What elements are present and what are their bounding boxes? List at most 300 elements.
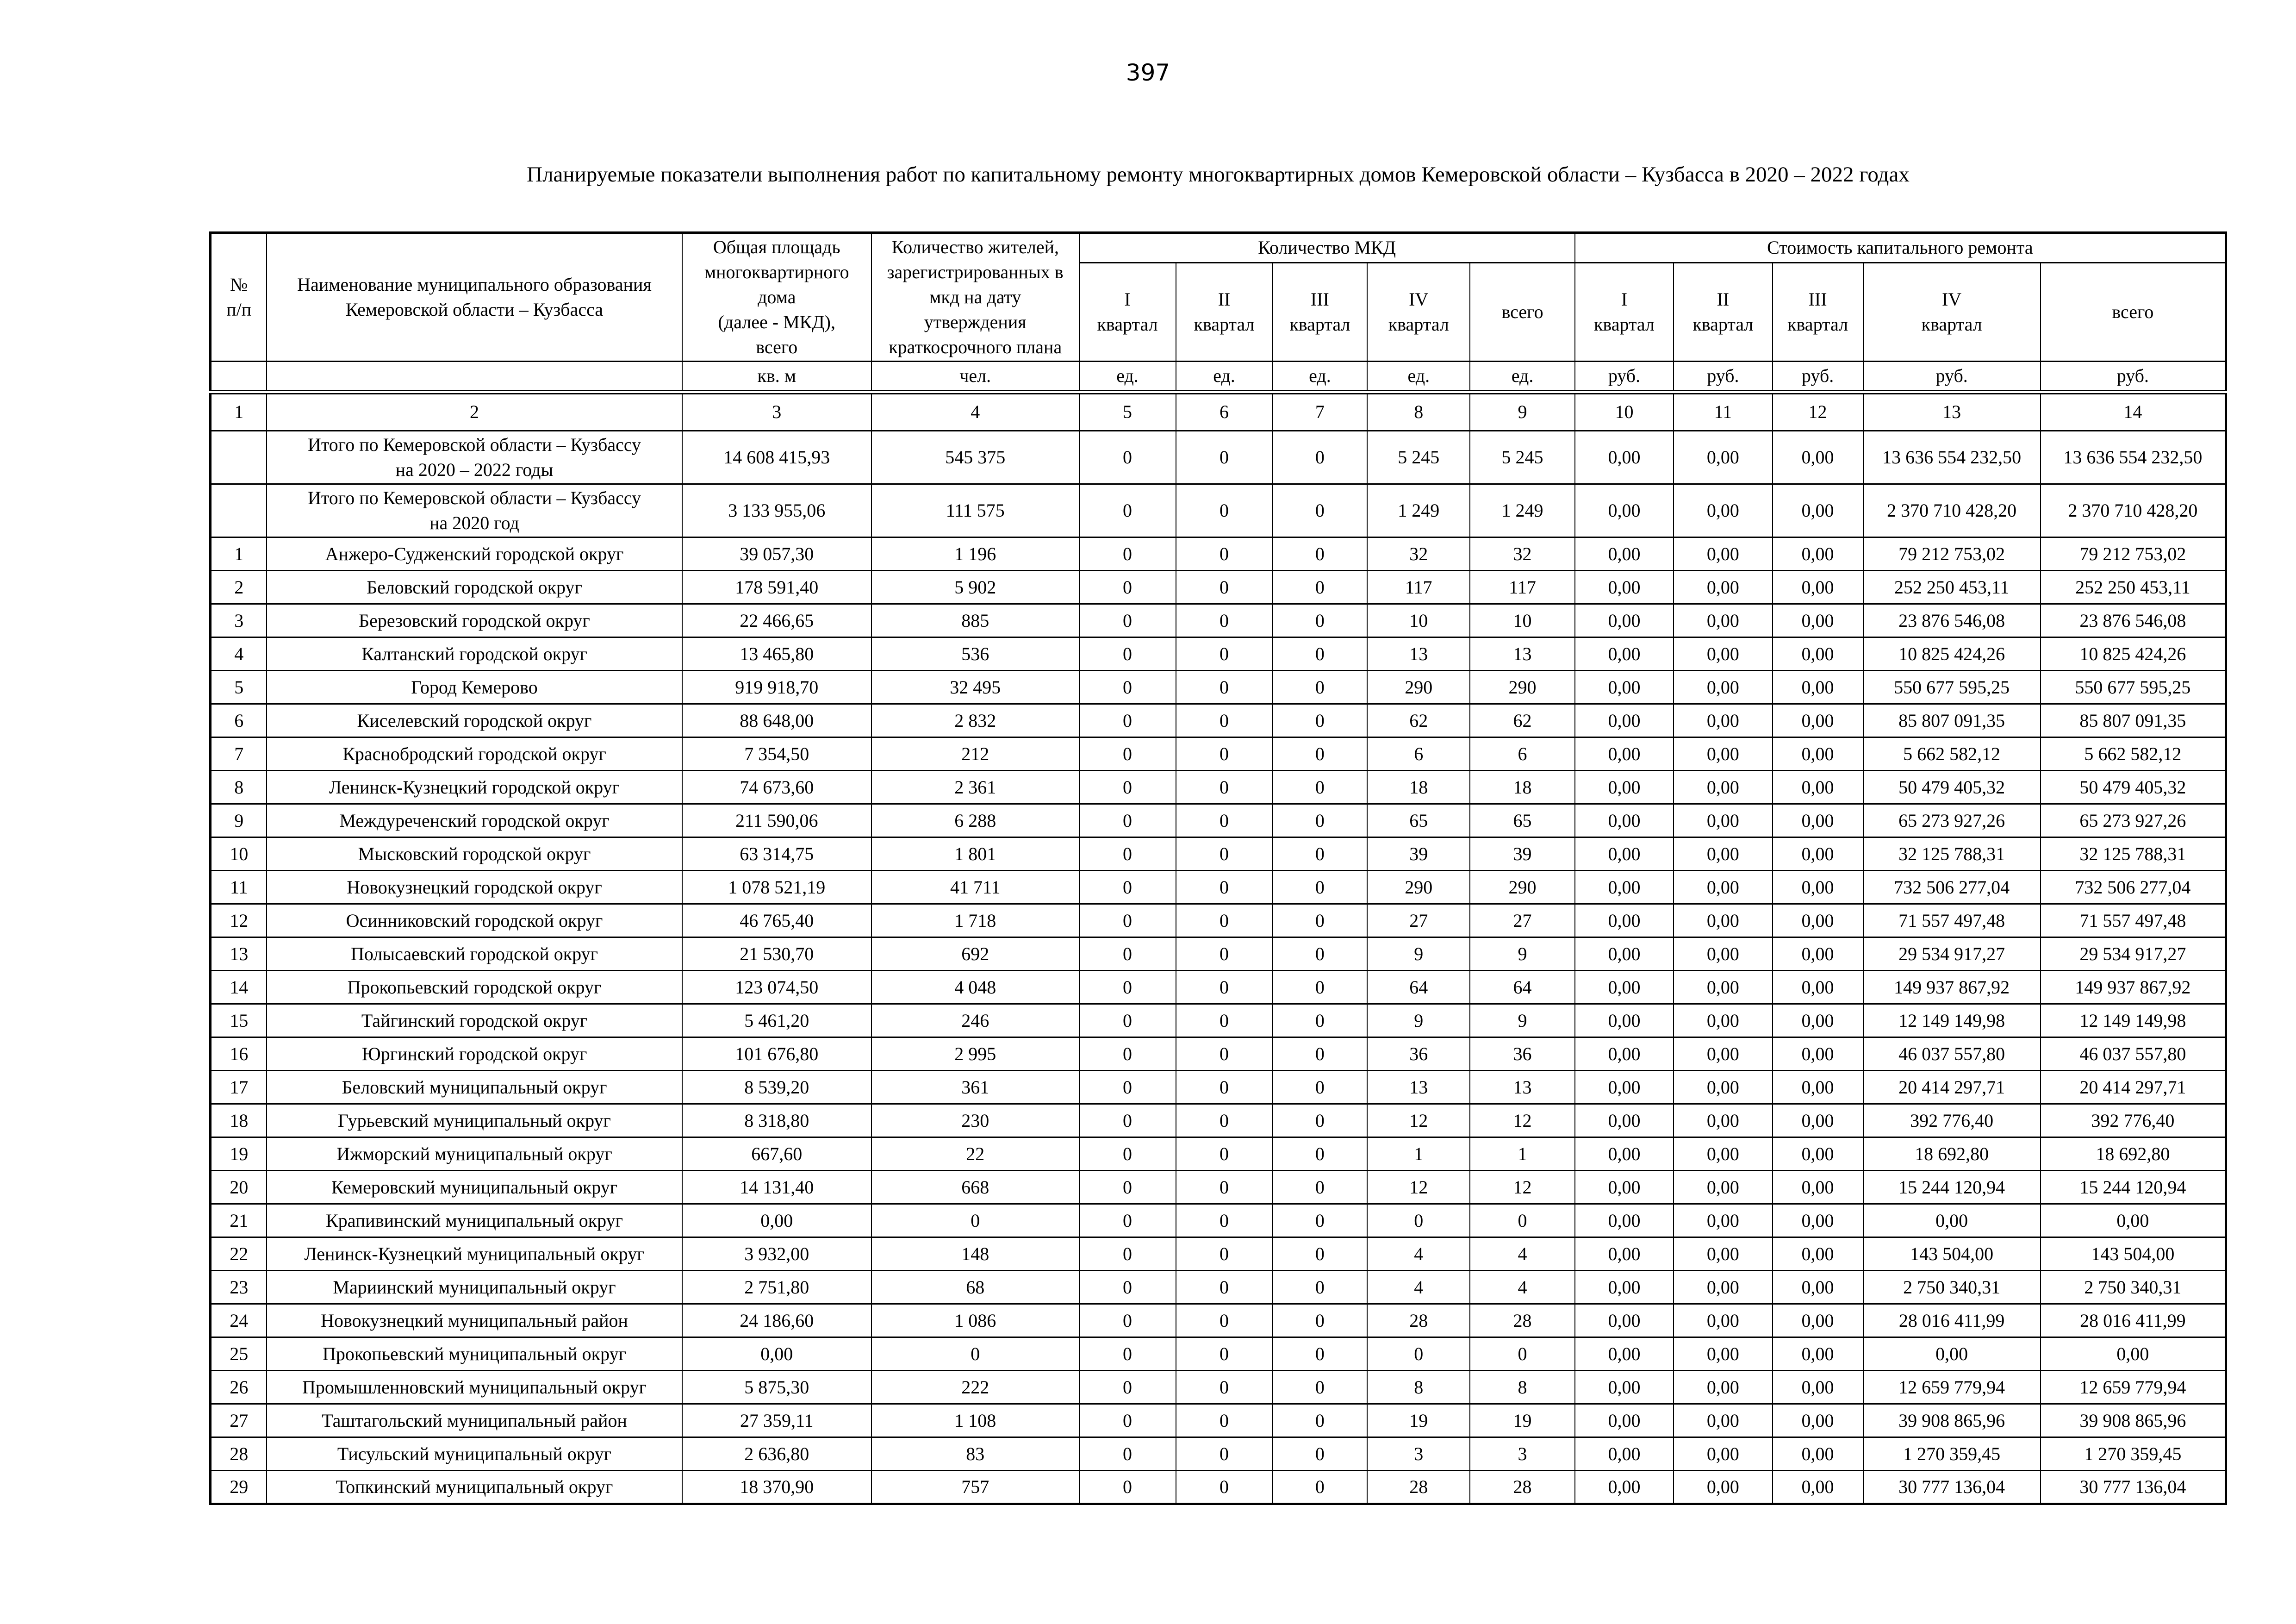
- column-number-cell: 13: [1863, 392, 2041, 431]
- mkd-q1-cell: 0: [1079, 1471, 1176, 1504]
- mkd-total-cell: 12: [1470, 1171, 1574, 1204]
- area-cell: 18 370,90: [682, 1471, 871, 1504]
- area-cell: 22 466,65: [682, 604, 871, 637]
- area-cell: 101 676,80: [682, 1037, 871, 1071]
- row-number-cell: 22: [211, 1237, 267, 1271]
- mkd-q3-cell: 0: [1273, 637, 1368, 671]
- mkd-q1-cell: 0: [1079, 1304, 1176, 1337]
- cost-q1-cell: 0,00: [1575, 1304, 1674, 1337]
- mkd-total-cell: 290: [1470, 671, 1574, 704]
- mkd-total-cell: 290: [1470, 871, 1574, 904]
- unit-cell: ед.: [1470, 362, 1574, 392]
- mkd-q1-cell: 0: [1079, 771, 1176, 804]
- cost-q1-cell: 0,00: [1575, 637, 1674, 671]
- unit-cell: кв. м: [682, 362, 871, 392]
- unit-cell: руб.: [1674, 362, 1772, 392]
- residents-cell: 1 801: [871, 837, 1079, 871]
- mkd-q1-cell: 0: [1079, 1271, 1176, 1304]
- table-row: [211, 431, 2226, 484]
- mkd-q1-cell: 0: [1079, 971, 1176, 1004]
- area-cell: 1 078 521,19: [682, 871, 871, 904]
- mkd-q4-cell: 5 245: [1367, 431, 1470, 484]
- cost-q3-cell: 0,00: [1773, 737, 1863, 771]
- mkd-q1-cell: 0: [1079, 484, 1176, 537]
- mkd-total-cell: 64: [1470, 971, 1574, 1004]
- cost-q4-cell: 23 876 546,08: [1863, 604, 2041, 637]
- cost-q2-cell: 0,00: [1674, 1171, 1772, 1204]
- mkd-q3-cell: 0: [1273, 1037, 1368, 1071]
- row-number-cell: 13: [211, 937, 267, 971]
- area-cell: 178 591,40: [682, 571, 871, 604]
- page-number: 397: [1126, 59, 1170, 86]
- cost-total-cell: 79 212 753,02: [2041, 537, 2226, 571]
- cost-q1-cell: 0,00: [1575, 604, 1674, 637]
- header-mkd-total: всего: [1470, 262, 1574, 361]
- municipality-name-cell: Город Кемерово: [267, 671, 682, 704]
- area-cell: 2 751,80: [682, 1271, 871, 1304]
- cost-q3-cell: 0,00: [1773, 1304, 1863, 1337]
- mkd-total-cell: 0: [1470, 1337, 1574, 1371]
- table-row: [211, 604, 2226, 637]
- mkd-q1-cell: 0: [1079, 571, 1176, 604]
- cost-q1-cell: 0,00: [1575, 1204, 1674, 1237]
- cost-q3-cell: 0,00: [1773, 1471, 1863, 1504]
- residents-cell: 111 575: [871, 484, 1079, 537]
- cost-q1-cell: 0,00: [1575, 837, 1674, 871]
- mkd-q2-cell: 0: [1176, 1204, 1273, 1237]
- area-cell: 8 318,80: [682, 1104, 871, 1137]
- cost-q4-cell: 392 776,40: [1863, 1104, 2041, 1137]
- mkd-q4-cell: 12: [1367, 1104, 1470, 1137]
- mkd-q1-cell: 0: [1079, 637, 1176, 671]
- mkd-q1-cell: 0: [1079, 737, 1176, 771]
- cost-q2-cell: 0,00: [1674, 1104, 1772, 1137]
- mkd-total-cell: 62: [1470, 704, 1574, 737]
- table-header: [211, 233, 2226, 431]
- row-number-cell: 8: [211, 771, 267, 804]
- cost-q4-cell: 12 149 149,98: [1863, 1004, 2041, 1037]
- table-row: [211, 804, 2226, 837]
- municipality-name-cell: Топкинский муниципальный округ: [267, 1471, 682, 1504]
- indicators-table: [209, 231, 2227, 1505]
- mkd-q1-cell: 0: [1079, 1171, 1176, 1204]
- mkd-q4-cell: 64: [1367, 971, 1470, 1004]
- column-number-cell: 12: [1773, 392, 1863, 431]
- residents-cell: 545 375: [871, 431, 1079, 484]
- cost-q4-cell: 85 807 091,35: [1863, 704, 2041, 737]
- residents-cell: 0: [871, 1337, 1079, 1371]
- cost-q2-cell: 0,00: [1674, 637, 1772, 671]
- header-row-number: № п/п: [211, 233, 267, 362]
- area-cell: 123 074,50: [682, 971, 871, 1004]
- cost-q2-cell: 0,00: [1674, 771, 1772, 804]
- table-row: [211, 704, 2226, 737]
- cost-q3-cell: 0,00: [1773, 1004, 1863, 1037]
- cost-q2-cell: 0,00: [1674, 1404, 1772, 1437]
- mkd-q3-cell: 0: [1273, 1137, 1368, 1171]
- mkd-q4-cell: 19: [1367, 1404, 1470, 1437]
- cost-total-cell: 5 662 582,12: [2041, 737, 2226, 771]
- column-number-cell: 1: [211, 392, 267, 431]
- cost-q3-cell: 0,00: [1773, 571, 1863, 604]
- mkd-total-cell: 36: [1470, 1037, 1574, 1071]
- mkd-total-cell: 1: [1470, 1137, 1574, 1171]
- mkd-total-cell: 28: [1470, 1304, 1574, 1337]
- cost-q1-cell: 0,00: [1575, 671, 1674, 704]
- mkd-total-cell: 9: [1470, 937, 1574, 971]
- cost-total-cell: 39 908 865,96: [2041, 1404, 2226, 1437]
- row-number-cell: 10: [211, 837, 267, 871]
- row-number-cell: 6: [211, 704, 267, 737]
- header-group-row: [211, 233, 2226, 263]
- cost-q2-cell: 0,00: [1674, 571, 1772, 604]
- mkd-total-cell: 13: [1470, 637, 1574, 671]
- municipality-name-cell: Тайгинский городской округ: [267, 1004, 682, 1037]
- cost-q3-cell: 0,00: [1773, 771, 1863, 804]
- table-row: [211, 904, 2226, 937]
- cost-total-cell: 143 504,00: [2041, 1237, 2226, 1271]
- cost-q3-cell: 0,00: [1773, 671, 1863, 704]
- table-row: [211, 1037, 2226, 1071]
- row-number-cell: 29: [211, 1471, 267, 1504]
- mkd-q4-cell: 10: [1367, 604, 1470, 637]
- mkd-total-cell: 18: [1470, 771, 1574, 804]
- cost-q4-cell: 2 370 710 428,20: [1863, 484, 2041, 537]
- cost-q1-cell: 0,00: [1575, 704, 1674, 737]
- municipality-name-cell: Прокопьевский городской округ: [267, 971, 682, 1004]
- residents-cell: 2 995: [871, 1037, 1079, 1071]
- area-cell: 0,00: [682, 1204, 871, 1237]
- residents-cell: 4 048: [871, 971, 1079, 1004]
- row-number-cell: 19: [211, 1137, 267, 1171]
- cost-q2-cell: 0,00: [1674, 1304, 1772, 1337]
- mkd-q1-cell: 0: [1079, 1137, 1176, 1171]
- residents-cell: 22: [871, 1137, 1079, 1171]
- municipality-name-cell: Гурьевский муниципальный округ: [267, 1104, 682, 1137]
- mkd-q4-cell: 13: [1367, 1071, 1470, 1104]
- cost-q1-cell: 0,00: [1575, 1471, 1674, 1504]
- row-number-cell: 18: [211, 1104, 267, 1137]
- mkd-total-cell: 19: [1470, 1404, 1574, 1437]
- header-mkd-q2: II квартал: [1176, 262, 1273, 361]
- cost-total-cell: 13 636 554 232,50: [2041, 431, 2226, 484]
- mkd-q4-cell: 8: [1367, 1371, 1470, 1404]
- table-row: [211, 571, 2226, 604]
- municipality-name-cell: Тисульский муниципальный округ: [267, 1437, 682, 1471]
- residents-cell: 1 108: [871, 1404, 1079, 1437]
- table-row: [211, 484, 2226, 537]
- mkd-q1-cell: 0: [1079, 537, 1176, 571]
- table-row: [211, 837, 2226, 871]
- municipality-name-cell: Киселевский городской округ: [267, 704, 682, 737]
- mkd-q1-cell: 0: [1079, 804, 1176, 837]
- mkd-q1-cell: 0: [1079, 1004, 1176, 1037]
- mkd-q4-cell: 290: [1367, 671, 1470, 704]
- cost-total-cell: 12 659 779,94: [2041, 1371, 2226, 1404]
- unit-cell: руб.: [1863, 362, 2041, 392]
- mkd-total-cell: 65: [1470, 804, 1574, 837]
- residents-cell: 668: [871, 1171, 1079, 1204]
- residents-cell: 212: [871, 737, 1079, 771]
- cost-q2-cell: 0,00: [1674, 1471, 1772, 1504]
- mkd-q2-cell: 0: [1176, 1404, 1273, 1437]
- cost-q2-cell: 0,00: [1674, 904, 1772, 937]
- unit-cell: [211, 362, 267, 392]
- header-total-area: Общая площадь многоквартирного дома (далее - МКД), всего: [682, 233, 871, 362]
- cost-q3-cell: 0,00: [1773, 1404, 1863, 1437]
- residents-cell: 0: [871, 1204, 1079, 1237]
- cost-q4-cell: 79 212 753,02: [1863, 537, 2041, 571]
- mkd-q2-cell: 0: [1176, 637, 1273, 671]
- mkd-q4-cell: 36: [1367, 1037, 1470, 1071]
- mkd-q3-cell: 0: [1273, 937, 1368, 971]
- cost-q2-cell: 0,00: [1674, 1204, 1772, 1237]
- cost-q4-cell: 0,00: [1863, 1204, 2041, 1237]
- row-number-cell: 27: [211, 1404, 267, 1437]
- mkd-q3-cell: 0: [1273, 804, 1368, 837]
- cost-q4-cell: 29 534 917,27: [1863, 937, 2041, 971]
- cost-total-cell: 85 807 091,35: [2041, 704, 2226, 737]
- mkd-total-cell: 12: [1470, 1104, 1574, 1137]
- mkd-q2-cell: 0: [1176, 1171, 1273, 1204]
- row-number-cell: 28: [211, 1437, 267, 1471]
- mkd-q1-cell: 0: [1079, 671, 1176, 704]
- column-number-cell: 9: [1470, 392, 1574, 431]
- mkd-q3-cell: 0: [1273, 871, 1368, 904]
- cost-q2-cell: 0,00: [1674, 671, 1772, 704]
- municipality-name-cell: Ижморский муниципальный округ: [267, 1137, 682, 1171]
- cost-total-cell: 10 825 424,26: [2041, 637, 2226, 671]
- cost-q2-cell: 0,00: [1674, 1004, 1772, 1037]
- mkd-q2-cell: 0: [1176, 1337, 1273, 1371]
- column-number-cell: 11: [1674, 392, 1772, 431]
- mkd-q4-cell: 1 249: [1367, 484, 1470, 537]
- mkd-q1-cell: 0: [1079, 937, 1176, 971]
- cost-total-cell: 32 125 788,31: [2041, 837, 2226, 871]
- residents-cell: 222: [871, 1371, 1079, 1404]
- mkd-total-cell: 27: [1470, 904, 1574, 937]
- column-number-cell: 5: [1079, 392, 1176, 431]
- cost-q1-cell: 0,00: [1575, 1371, 1674, 1404]
- mkd-total-cell: 32: [1470, 537, 1574, 571]
- area-cell: 919 918,70: [682, 671, 871, 704]
- cost-q4-cell: 5 662 582,12: [1863, 737, 2041, 771]
- header-group-repair-cost: Стоимость капитального ремонта: [1575, 233, 2226, 263]
- mkd-q3-cell: 0: [1273, 1104, 1368, 1137]
- row-number-cell: 4: [211, 637, 267, 671]
- mkd-q2-cell: 0: [1176, 1104, 1273, 1137]
- cost-q3-cell: 0,00: [1773, 1337, 1863, 1371]
- mkd-q2-cell: 0: [1176, 1004, 1273, 1037]
- mkd-q1-cell: 0: [1079, 1071, 1176, 1104]
- mkd-q3-cell: 0: [1273, 704, 1368, 737]
- mkd-q4-cell: 32: [1367, 537, 1470, 571]
- cost-q3-cell: 0,00: [1773, 637, 1863, 671]
- cost-q2-cell: 0,00: [1674, 1271, 1772, 1304]
- cost-q2-cell: 0,00: [1674, 537, 1772, 571]
- area-cell: 14 608 415,93: [682, 431, 871, 484]
- municipality-name-cell: Новокузнецкий городской округ: [267, 871, 682, 904]
- cost-q2-cell: 0,00: [1674, 871, 1772, 904]
- row-number-cell: 24: [211, 1304, 267, 1337]
- cost-q1-cell: 0,00: [1575, 937, 1674, 971]
- mkd-total-cell: 0: [1470, 1204, 1574, 1237]
- cost-q3-cell: 0,00: [1773, 871, 1863, 904]
- cost-total-cell: 2 370 710 428,20: [2041, 484, 2226, 537]
- mkd-q2-cell: 0: [1176, 804, 1273, 837]
- area-cell: 5 875,30: [682, 1371, 871, 1404]
- mkd-q4-cell: 1: [1367, 1137, 1470, 1171]
- cost-q2-cell: 0,00: [1674, 737, 1772, 771]
- area-cell: 14 131,40: [682, 1171, 871, 1204]
- municipality-name-cell: Анжеро-Судженский городской округ: [267, 537, 682, 571]
- mkd-q2-cell: 0: [1176, 937, 1273, 971]
- mkd-total-cell: 10: [1470, 604, 1574, 637]
- cost-q1-cell: 0,00: [1575, 1237, 1674, 1271]
- unit-cell: ед.: [1079, 362, 1176, 392]
- header-mkd-q1: I квартал: [1079, 262, 1176, 361]
- mkd-q2-cell: 0: [1176, 704, 1273, 737]
- mkd-total-cell: 39: [1470, 837, 1574, 871]
- mkd-q4-cell: 0: [1367, 1204, 1470, 1237]
- mkd-q1-cell: 0: [1079, 904, 1176, 937]
- cost-q2-cell: 0,00: [1674, 804, 1772, 837]
- residents-cell: 246: [871, 1004, 1079, 1037]
- cost-q1-cell: 0,00: [1575, 871, 1674, 904]
- cost-q3-cell: 0,00: [1773, 1437, 1863, 1471]
- header-mkd-q3: III квартал: [1273, 262, 1368, 361]
- cost-q4-cell: 15 244 120,94: [1863, 1171, 2041, 1204]
- mkd-q2-cell: 0: [1176, 537, 1273, 571]
- mkd-q3-cell: 0: [1273, 1371, 1368, 1404]
- column-number-cell: 7: [1273, 392, 1368, 431]
- municipality-name-cell: Юргинский городской округ: [267, 1037, 682, 1071]
- area-cell: 63 314,75: [682, 837, 871, 871]
- cost-total-cell: 392 776,40: [2041, 1104, 2226, 1137]
- mkd-q2-cell: 0: [1176, 671, 1273, 704]
- table-body: [211, 431, 2226, 1504]
- mkd-total-cell: 4: [1470, 1271, 1574, 1304]
- cost-q3-cell: 0,00: [1773, 804, 1863, 837]
- mkd-q1-cell: 0: [1079, 1237, 1176, 1271]
- municipality-name-cell: Новокузнецкий муниципальный район: [267, 1304, 682, 1337]
- mkd-total-cell: 3: [1470, 1437, 1574, 1471]
- mkd-q4-cell: 117: [1367, 571, 1470, 604]
- mkd-q3-cell: 0: [1273, 671, 1368, 704]
- table-row: [211, 1171, 2226, 1204]
- mkd-q4-cell: 12: [1367, 1171, 1470, 1204]
- column-number-cell: 2: [267, 392, 682, 431]
- cost-q3-cell: 0,00: [1773, 971, 1863, 1004]
- cost-q2-cell: 0,00: [1674, 1437, 1772, 1471]
- mkd-q3-cell: 0: [1273, 771, 1368, 804]
- residents-cell: 885: [871, 604, 1079, 637]
- mkd-q1-cell: 0: [1079, 1437, 1176, 1471]
- cost-total-cell: 550 677 595,25: [2041, 671, 2226, 704]
- cost-total-cell: 732 506 277,04: [2041, 871, 2226, 904]
- cost-q1-cell: 0,00: [1575, 737, 1674, 771]
- area-cell: 21 530,70: [682, 937, 871, 971]
- cost-q2-cell: 0,00: [1674, 1237, 1772, 1271]
- cost-q4-cell: 32 125 788,31: [1863, 837, 2041, 871]
- table-row: [211, 871, 2226, 904]
- header-cost-q1: I квартал: [1575, 262, 1674, 361]
- row-number-cell: 23: [211, 1271, 267, 1304]
- mkd-q4-cell: 290: [1367, 871, 1470, 904]
- column-number-cell: 3: [682, 392, 871, 431]
- table-row: [211, 1337, 2226, 1371]
- table-row: [211, 971, 2226, 1004]
- municipality-name-cell: Ленинск-Кузнецкий муниципальный округ: [267, 1237, 682, 1271]
- mkd-q3-cell: 0: [1273, 1204, 1368, 1237]
- mkd-q1-cell: 0: [1079, 1104, 1176, 1137]
- cost-q3-cell: 0,00: [1773, 1071, 1863, 1104]
- cost-q2-cell: 0,00: [1674, 837, 1772, 871]
- mkd-q3-cell: 0: [1273, 571, 1368, 604]
- table-row: [211, 637, 2226, 671]
- cost-q4-cell: 143 504,00: [1863, 1237, 2041, 1271]
- header-cost-total: всего: [2041, 262, 2226, 361]
- mkd-q3-cell: 0: [1273, 1404, 1368, 1437]
- table-row: [211, 537, 2226, 571]
- mkd-q2-cell: 0: [1176, 971, 1273, 1004]
- table-row: [211, 1437, 2226, 1471]
- cost-q1-cell: 0,00: [1575, 771, 1674, 804]
- document-title: Планируемые показатели выполнения работ по капитальному ремонту многоквартирных домов Кемеровской области – Кузбасса в 2020 – 2022 годах: [527, 162, 1910, 187]
- units-row: [211, 362, 2226, 392]
- mkd-total-cell: 9: [1470, 1004, 1574, 1037]
- unit-cell: чел.: [871, 362, 1079, 392]
- mkd-q4-cell: 3: [1367, 1437, 1470, 1471]
- cost-q3-cell: 0,00: [1773, 1171, 1863, 1204]
- row-number-cell: 17: [211, 1071, 267, 1104]
- table-row: [211, 1404, 2226, 1437]
- mkd-total-cell: 28: [1470, 1471, 1574, 1504]
- mkd-q2-cell: 0: [1176, 1071, 1273, 1104]
- residents-cell: 68: [871, 1271, 1079, 1304]
- mkd-q4-cell: 6: [1367, 737, 1470, 771]
- residents-cell: 2 361: [871, 771, 1079, 804]
- municipality-name-cell: Краснобродский городской округ: [267, 737, 682, 771]
- cost-total-cell: 23 876 546,08: [2041, 604, 2226, 637]
- mkd-q4-cell: 9: [1367, 937, 1470, 971]
- cost-q4-cell: 71 557 497,48: [1863, 904, 2041, 937]
- table-row: [211, 671, 2226, 704]
- mkd-q1-cell: 0: [1079, 431, 1176, 484]
- municipality-name-cell: Междуреченский городской округ: [267, 804, 682, 837]
- mkd-q4-cell: 0: [1367, 1337, 1470, 1371]
- mkd-q3-cell: 0: [1273, 1271, 1368, 1304]
- residents-cell: 536: [871, 637, 1079, 671]
- cost-total-cell: 18 692,80: [2041, 1137, 2226, 1171]
- cost-q2-cell: 0,00: [1674, 937, 1772, 971]
- cost-q4-cell: 39 908 865,96: [1863, 1404, 2041, 1437]
- mkd-q2-cell: 0: [1176, 837, 1273, 871]
- cost-q2-cell: 0,00: [1674, 1337, 1772, 1371]
- area-cell: 3 133 955,06: [682, 484, 871, 537]
- cost-q1-cell: 0,00: [1575, 537, 1674, 571]
- municipality-name-cell: Беловский муниципальный округ: [267, 1071, 682, 1104]
- unit-cell: [267, 362, 682, 392]
- mkd-q3-cell: 0: [1273, 1437, 1368, 1471]
- mkd-q3-cell: 0: [1273, 431, 1368, 484]
- mkd-q2-cell: 0: [1176, 484, 1273, 537]
- cost-q1-cell: 0,00: [1575, 1104, 1674, 1137]
- municipality-name-cell: Итого по Кемеровской области – Кузбассу на 2020 год: [267, 484, 682, 537]
- cost-q3-cell: 0,00: [1773, 1104, 1863, 1137]
- header-group-mkd-count: Количество МКД: [1079, 233, 1575, 263]
- cost-q2-cell: 0,00: [1674, 971, 1772, 1004]
